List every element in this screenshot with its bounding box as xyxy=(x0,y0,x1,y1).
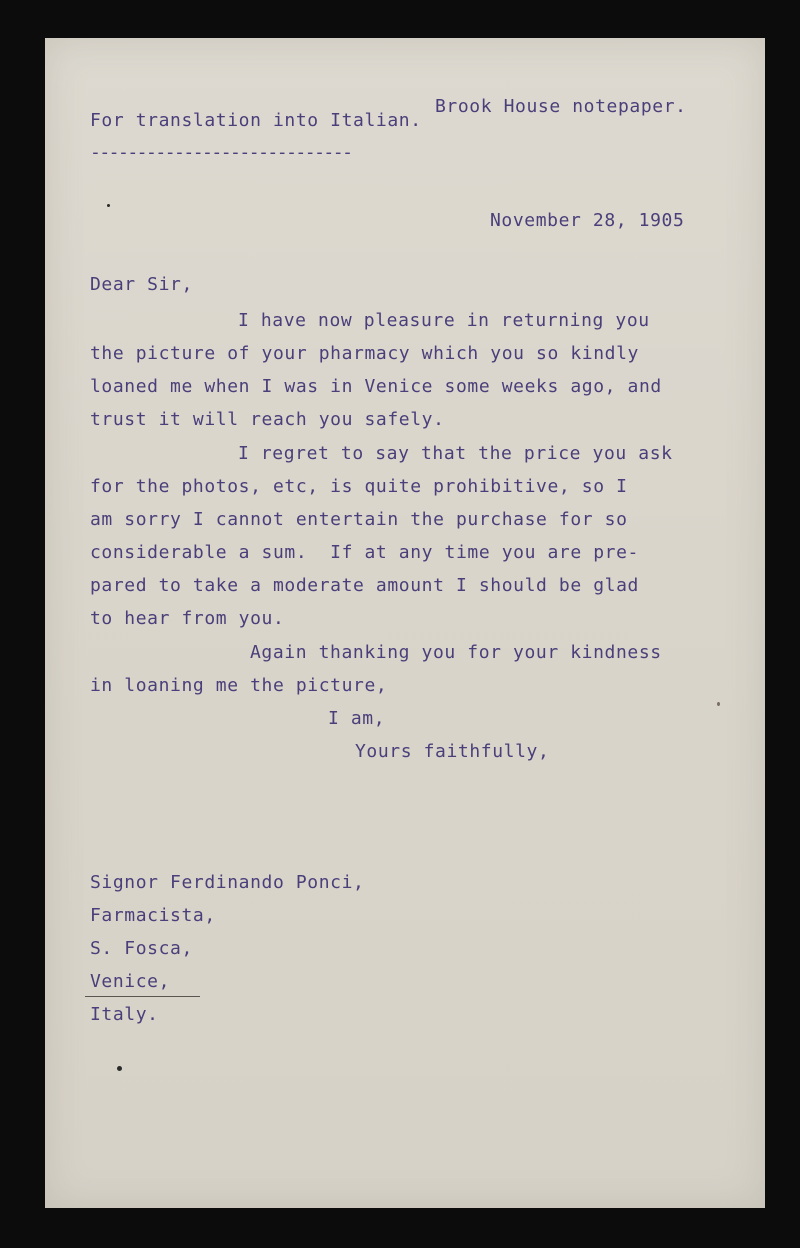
body-line: pared to take a moderate amount I should be glad xyxy=(90,575,639,596)
body-line: considerable a sum. If at any time you are pre- xyxy=(90,542,639,563)
body-line: am sorry I cannot entertain the purchase for so xyxy=(90,509,628,530)
ink-speck xyxy=(117,1066,122,1071)
body-line: loaned me when I was in Venice some weeks ago, and xyxy=(90,376,662,397)
address-line: Farmacista, xyxy=(90,905,216,926)
body-line: trust it will reach you safely. xyxy=(90,409,445,430)
body-line: in loaning me the picture, xyxy=(90,675,388,696)
address-line: S. Fosca, xyxy=(90,938,193,959)
ink-speck xyxy=(717,702,720,706)
body-line: for the photos, etc, is quite prohibitive, so I xyxy=(90,476,628,497)
letter-sheet xyxy=(45,38,765,1208)
ink-speck xyxy=(107,204,110,207)
address-line: Signor Ferdinando Ponci, xyxy=(90,872,365,893)
header-note: Brook House notepaper. xyxy=(435,96,687,117)
translation-note: For translation into Italian. xyxy=(90,110,422,131)
body-line: to hear from you. xyxy=(90,608,285,629)
separator-line: ---------------------------- xyxy=(90,142,352,163)
address-line: Italy. xyxy=(90,1004,159,1025)
letter-date: November 28, 1905 xyxy=(490,210,685,231)
salutation: Dear Sir, xyxy=(90,274,193,295)
body-line: Again thanking you for your kindness xyxy=(250,642,662,663)
body-line: I regret to say that the price you ask xyxy=(238,443,673,464)
body-line: the picture of your pharmacy which you so kindly xyxy=(90,343,639,364)
address-underline xyxy=(85,996,200,997)
address-line: Venice, xyxy=(90,971,171,992)
closing-i-am: I am, xyxy=(328,708,386,729)
closing-signoff: Yours faithfully, xyxy=(355,741,550,762)
body-line: I have now pleasure in returning you xyxy=(238,310,650,331)
